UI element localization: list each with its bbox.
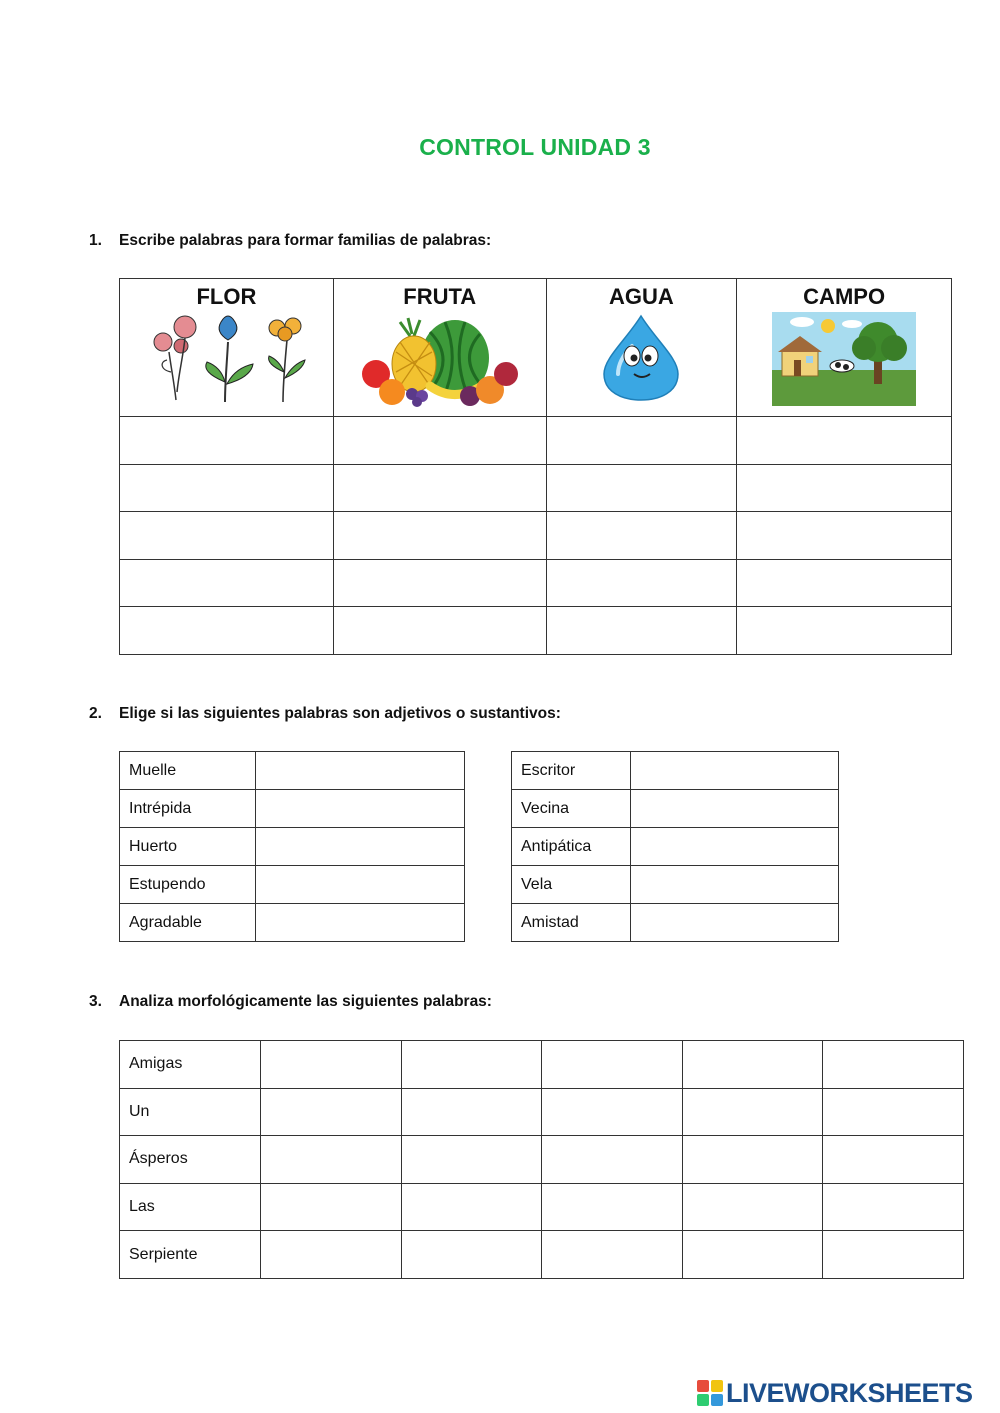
answer-cell[interactable] — [256, 904, 465, 942]
table-row — [512, 752, 839, 790]
header-flor — [120, 279, 334, 417]
answer-cell[interactable] — [546, 559, 737, 607]
word-cell: Vela — [512, 866, 631, 904]
word-cell: Intrépida — [120, 790, 256, 828]
answer-cell[interactable] — [260, 1183, 401, 1231]
word-cell: Antipática — [512, 828, 631, 866]
header-campo-label: CAMPO — [803, 284, 886, 309]
table-row — [120, 828, 465, 866]
answer-cell[interactable] — [631, 866, 839, 904]
question-1-text: Escribe palabras para formar familias de palabras: — [119, 232, 492, 249]
answer-cell[interactable] — [401, 1088, 542, 1136]
answer-cell[interactable] — [401, 1183, 542, 1231]
answer-cell[interactable] — [682, 1088, 823, 1136]
word-cell: Vecina — [512, 790, 631, 828]
answer-cell[interactable] — [120, 464, 334, 512]
table-row — [120, 512, 952, 560]
answer-cell[interactable] — [737, 464, 952, 512]
adjective-noun-table-right — [511, 751, 839, 942]
table-row — [120, 1231, 964, 1279]
page-title: CONTROL UNIDAD 3 — [419, 134, 651, 160]
answer-cell[interactable] — [542, 1041, 683, 1089]
answer-cell[interactable] — [823, 1088, 964, 1136]
table-row — [120, 464, 952, 512]
header-fruta-label: FRUTA — [403, 284, 477, 309]
answer-cell[interactable] — [737, 417, 952, 465]
answer-cell[interactable] — [546, 512, 737, 560]
table-row — [120, 1183, 964, 1231]
answer-cell[interactable] — [631, 790, 839, 828]
header-fruta — [333, 279, 546, 417]
header-agua — [546, 279, 737, 417]
answer-cell[interactable] — [542, 1136, 683, 1184]
header-campo — [737, 279, 952, 417]
answer-cell[interactable] — [120, 607, 334, 655]
answer-cell[interactable] — [737, 607, 952, 655]
answer-cell[interactable] — [120, 559, 334, 607]
water-drop-icon — [596, 312, 686, 402]
answer-cell[interactable] — [682, 1041, 823, 1089]
answer-cell[interactable] — [333, 607, 546, 655]
answer-cell[interactable] — [631, 904, 839, 942]
table-row — [512, 790, 839, 828]
answer-cell[interactable] — [260, 1136, 401, 1184]
header-agua-label: AGUA — [609, 284, 674, 309]
answer-cell[interactable] — [546, 607, 737, 655]
word-cell: Amistad — [512, 904, 631, 942]
table-row — [120, 752, 465, 790]
table-row — [512, 904, 839, 942]
answer-cell[interactable] — [542, 1231, 683, 1279]
question-3-text: Analiza morfológicamente las siguientes palabras: — [119, 993, 492, 1010]
answer-cell[interactable] — [256, 790, 465, 828]
liveworksheets-logo-icon — [697, 1380, 723, 1406]
answer-cell[interactable] — [401, 1136, 542, 1184]
word-cell: Muelle — [120, 752, 256, 790]
fruits-icon — [360, 312, 520, 408]
answer-cell[interactable] — [260, 1041, 401, 1089]
word-cell: Las — [120, 1183, 261, 1231]
table-row — [120, 1136, 964, 1184]
question-3-number: 3. — [89, 993, 102, 1010]
header-flor-label: FLOR — [196, 284, 257, 309]
answer-cell[interactable] — [256, 828, 465, 866]
answer-cell[interactable] — [120, 417, 334, 465]
answer-cell[interactable] — [631, 828, 839, 866]
answer-cell[interactable] — [546, 417, 737, 465]
word-cell: Estupendo — [120, 866, 256, 904]
word-cell: Huerto — [120, 828, 256, 866]
table-row — [512, 866, 839, 904]
answer-cell[interactable] — [260, 1088, 401, 1136]
word-cell: Agradable — [120, 904, 256, 942]
answer-cell[interactable] — [682, 1231, 823, 1279]
table-row — [120, 1088, 964, 1136]
countryside-icon — [772, 312, 916, 406]
answer-cell[interactable] — [823, 1041, 964, 1089]
word-cell: Escritor — [512, 752, 631, 790]
answer-cell[interactable] — [401, 1231, 542, 1279]
answer-cell[interactable] — [333, 512, 546, 560]
answer-cell[interactable] — [737, 512, 952, 560]
question-1 — [89, 232, 491, 250]
table-row — [120, 904, 465, 942]
answer-cell[interactable] — [631, 752, 839, 790]
adjective-noun-table-left — [119, 751, 465, 942]
question-2-text: Elige si las siguientes palabras son adjetivos o sustantivos: — [119, 705, 561, 722]
answer-cell[interactable] — [546, 464, 737, 512]
brand-text: LIVEWORKSHEETS — [726, 1377, 973, 1408]
table-row — [120, 559, 952, 607]
answer-cell[interactable] — [737, 559, 952, 607]
answer-cell[interactable] — [823, 1231, 964, 1279]
table-row — [512, 828, 839, 866]
question-2 — [89, 705, 561, 723]
morphology-table — [119, 1040, 964, 1279]
word-cell: Serpiente — [120, 1231, 261, 1279]
answer-cell[interactable] — [256, 866, 465, 904]
word-cell: Un — [120, 1088, 261, 1136]
question-1-number: 1. — [89, 232, 102, 249]
question-2-number: 2. — [89, 705, 102, 722]
answer-cell[interactable] — [260, 1231, 401, 1279]
flowers-icon — [141, 312, 311, 404]
answer-cell[interactable] — [401, 1041, 542, 1089]
word-cell: Amigas — [120, 1041, 261, 1089]
table-row — [120, 790, 465, 828]
answer-cell[interactable] — [333, 464, 546, 512]
answer-cell[interactable] — [823, 1136, 964, 1184]
answer-cell[interactable] — [256, 752, 465, 790]
answer-cell[interactable] — [333, 417, 546, 465]
table-row — [120, 607, 952, 655]
answer-cell[interactable] — [682, 1136, 823, 1184]
table-row — [120, 417, 952, 465]
answer-cell[interactable] — [682, 1183, 823, 1231]
answer-cell[interactable] — [823, 1183, 964, 1231]
answer-cell[interactable] — [542, 1183, 683, 1231]
table-row — [120, 1041, 964, 1089]
word-family-table — [119, 278, 952, 655]
liveworksheets-brand — [697, 1376, 973, 1410]
word-cell: Ásperos — [120, 1136, 261, 1184]
answer-cell[interactable] — [120, 512, 334, 560]
table-row — [120, 866, 465, 904]
answer-cell[interactable] — [333, 559, 546, 607]
answer-cell[interactable] — [542, 1088, 683, 1136]
question-3 — [89, 993, 492, 1011]
